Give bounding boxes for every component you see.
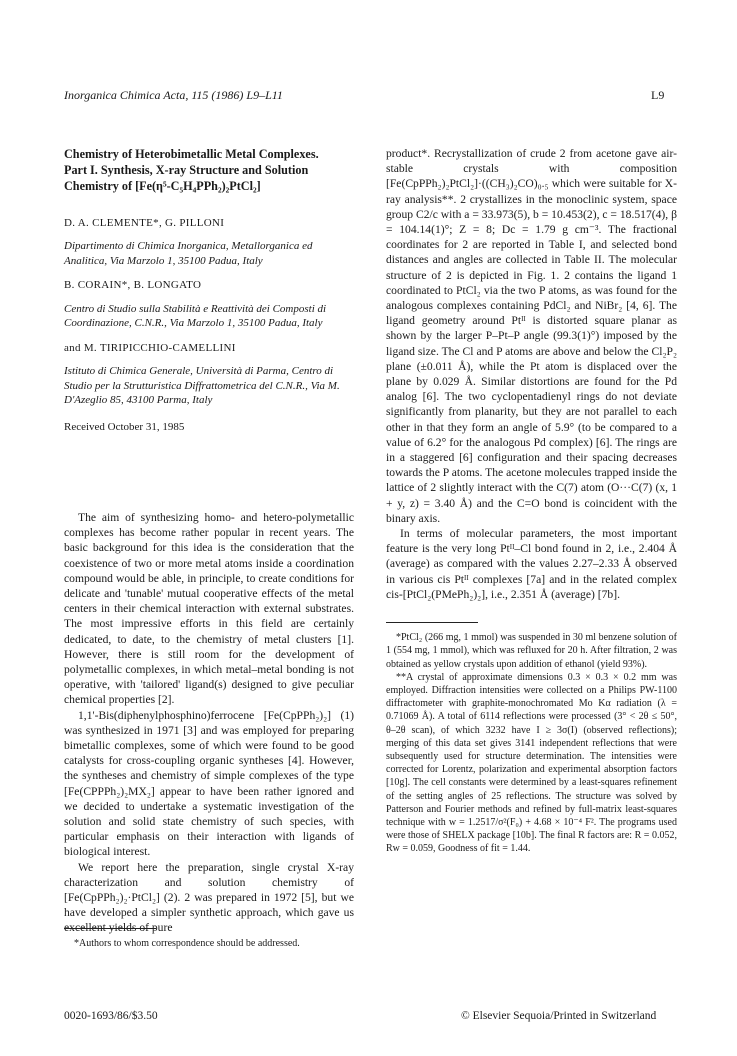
affiliation: Dipartimento di Chimica Inorganica, Metallorganica ed Analitica, Via Marzolo 1, 35100 Padua, Italy xyxy=(64,240,313,267)
author-names: D. A. CLEMENTE*, G. PILLONI xyxy=(64,217,225,229)
running-head: Inorganica Chimica Acta, 115 (1986) L9–L11 xyxy=(64,88,283,102)
footnote: *Authors to whom correspondence should be addressed. xyxy=(74,938,300,949)
title-line: Chemistry of [Fe(η⁵-C₅H₄PPh₂)₂PtCl₂] xyxy=(64,179,261,193)
right-column xyxy=(386,146,677,856)
left-body xyxy=(64,510,354,936)
paragraph: product*. Recrystallization of crude 2 from acetone gave air-stable crystals with composition [Fe(CpPPh₂)₂PtCl₂]·((CH₃)₂CO)₀.₅ which were suitable for X-ray analysis**. 2 crystallizes in the monoclinic system, space group C2/c with a = 33.973(5), b = 10.453(2), c = 18.517(4), β = 104.14(1)°; Z = 8; Dc = 1.79 g cm⁻³. The fractional coordinates for 2 are reported in Table I, and selected bond distances and angles are collected in Table II. The molecular structure of 2 is depicted in Fig. 1. 2 contains the ligand 1 coordinated to PtCl₂ via the two P atoms, as was found for the analogous complexes containing PdCl₂ and NiBr₂ [4, 6]. The ligand geometry around Ptᴵᴵ is distorted square planar as shown by the larger P–Pt–P angle (99.3(1)°) imposed by the ligand size. The Cl and P atoms are above and below the Cl₂P₂ plane (±0.011 Å), while the Pt atom is displaced over the plane by 0.029 Å. Similar distortions are found for the Pd analog [6]. The two cyclopentadienyl rings do not deviate significantly from planarity, but they are not parallel to each other in that they form an angle of 5.9° (to be compared to a value of 6.2° for the analogous Pd complex) [6]. The rings are in a staggered [6] configuration and their spacing decreases towards the P atoms. The acetone molecules trapped inside the lattice of 2 slightly interact with the C(7) atom (O···C(7) (x, 1 + y, z) = 3.40 Å) and the C=O bond is coincident with the binary axis. xyxy=(386,147,677,525)
left-footnote-area xyxy=(64,928,354,950)
title-line: Chemistry of Heterobimetallic Metal Complexes. xyxy=(64,147,319,161)
footnote-rule xyxy=(386,622,478,623)
footnote: **A crystal of approximate dimensions 0.3 × 0.3 × 0.2 mm was employed. Diffraction intensities were collected on a Philips PW-1100 diffractometer with graphite-monochromated Mo Kα radiation (λ = 0.71069 Å). A total of 6114 reflections were processed (3° < 2θ ≤ 50°, θ–2θ scan), of which 3232 have I ≥ 3σ(I) (observed reflections); merging of this data set gives 3141 independent reflections that were subsequently used for structure determination. The intensities were corrected for Lorentz, polarization and experimental absorption factors [10g]. The cell constants were determined by a least-squares refinement of the setting angles of 25 reflections. The structure was solved by Patterson and Fourier methods and refined by full-matrix least-squares technique with w = 1.2517/σ²(F₀) + 4.68 × 10⁻⁴ F². The programs used were those of SHELX package [10b]. The final R factors are: R = 0.052, Rw = 0.059, Goodness of fit = 1.44. xyxy=(386,671,677,855)
article-title xyxy=(64,146,354,194)
paragraph: The aim of synthesizing homo- and hetero-polymetallic complexes has become rather popular in recent years. The basic background for this idea is the consideration that the coexistence of two or more metal atoms inside a coordination compound would be able, in principle, to create conditions for delicate and 'tunable' mutual cooperative effects of the metal centers in their chemical interaction with external substrates. The most impressive efforts in this field are certainly dedicated, to date, to the chemistry of metal clusters [1]. However, there is still room for the development of polymetallic complexes, in which metal–metal bonding is not operative, with 'tailored' ligand(s) designed to give peculiar chemical properties [2]. xyxy=(64,510,354,707)
footnote-rule xyxy=(64,928,156,929)
affiliation: Centro di Studio sulla Stabilità e Reattività dei Composti di Coordinazione, C.N.R., Via Marzolo 1, 35100 Padua, Italy xyxy=(64,302,327,330)
footnote: *PtCl₂ (266 mg, 1 mmol) was suspended in 30 ml benzene solution of 1 (554 mg, 1 mmol), which was refluxed for 20 h. After filtration, 2 was obtained as yellow crystals upon addition of ethanol (yield 93%). xyxy=(386,632,677,670)
paragraph: We report here the preparation, single crystal X-ray characterization and solution chemistry of [Fe(CpPPh₂)₂·PtCl₂] (2). 2 was prepared in 1972 [5], but we have developed a simpler synthetic approach, which gave us excellent yields of pure xyxy=(64,860,354,935)
page-number: L9 xyxy=(651,88,665,102)
issn-price: 0020-1693/86/$3.50 xyxy=(64,1010,158,1022)
author-names: and M. TIRIPICCHIO-CAMELLINI xyxy=(64,341,236,354)
received-date: Received October 31, 1985 xyxy=(64,420,185,433)
author-names: B. CORAIN*, B. LONGATO xyxy=(64,279,202,292)
copyright-notice: © Elsevier Sequoia/Printed in Switzerland xyxy=(461,1010,657,1022)
title-line: Part I. Synthesis, X-ray Structure and Solution xyxy=(64,163,309,177)
affiliation: Istituto di Chimica Generale, Università di Parma, Centro di Studio per la Strutturistica Diffrattometrica del C.N.R., Via M. D'Azeglio 85, 43100 Parma, Italy xyxy=(64,364,340,407)
right-footnotes xyxy=(386,622,677,855)
paragraph: 1,1'-Bis(diphenylphosphino)ferrocene [Fe(CpPPh₂)₂] (1) was synthesized in 1971 [3] and was employed for preparing bimetallic complexes, some of which were found to be good catalysts for cross-coupling organic syntheses [4]. However, the syntheses and chemistry of simple complexes of the type [Fe(CPPPh₂)₂MX₂] appear to have been rather ignored and we decided to undertake a systematic investigation of the solution and solid state chemistry of such species, with particular emphasis on their interaction with ligands of biological interest. xyxy=(64,708,354,859)
paragraph: In terms of molecular parameters, the most important feature is the very long Ptᴵᴵ–Cl bond found in 2, i.e., 2.404 Å (average) as compared with the values 2.27–2.33 Å observed in various cis Ptᴵᴵ complexes [7a] and in the related complex cis-[PtCl₂(PMePh₂)₂], i.e., 2.351 Å (average) [7b]. xyxy=(386,527,677,601)
left-column xyxy=(64,146,354,936)
